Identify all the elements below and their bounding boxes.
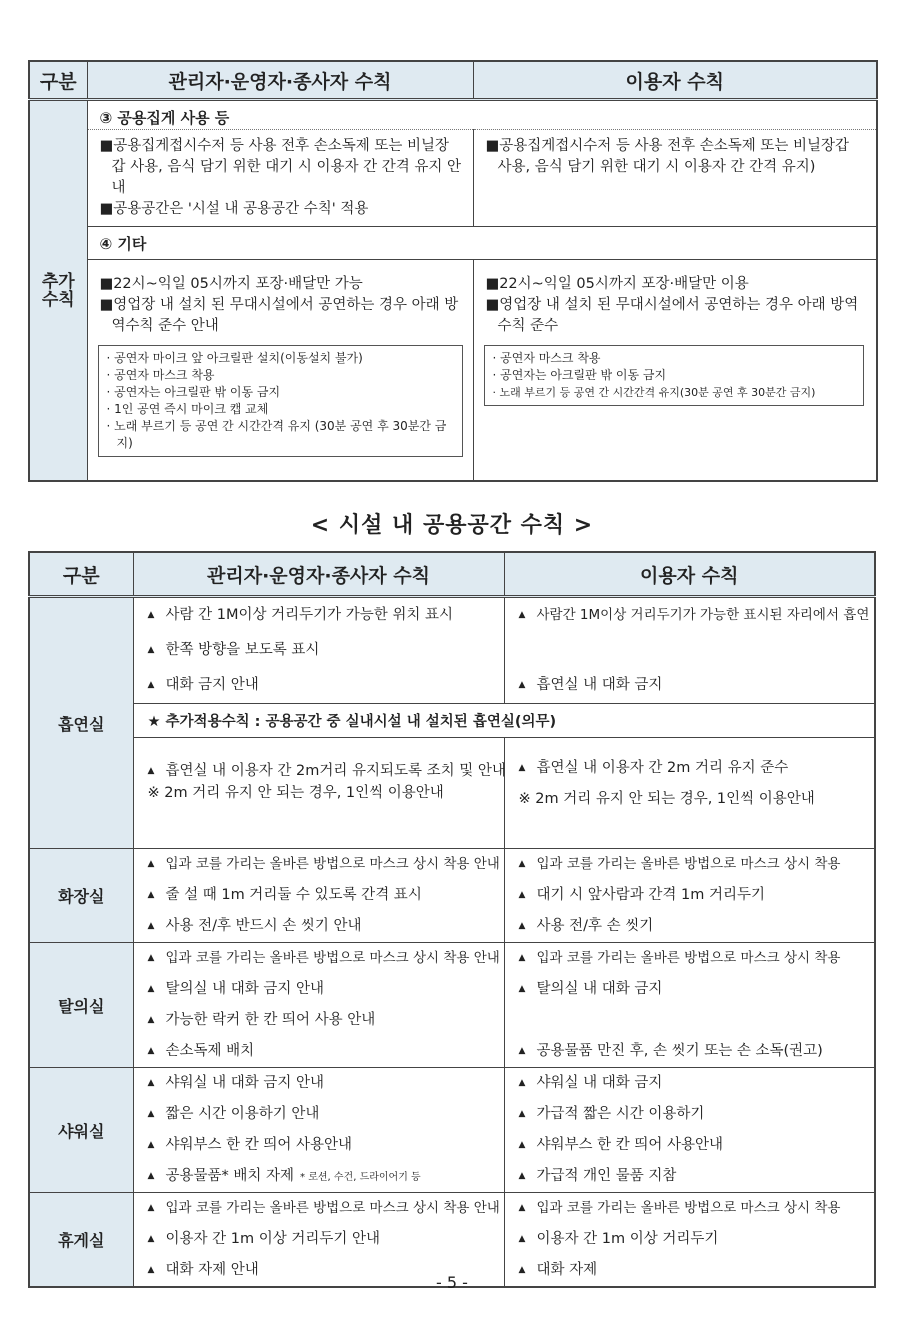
bullet-item — [519, 633, 875, 668]
smoking-extra-user-cell — [504, 738, 875, 849]
section-title: < 시설 내 공용공간 수칙 > — [310, 513, 594, 538]
bullet-item: ▲ 이용자 간 1m 이상 거리두기 — [518, 1231, 719, 1247]
bullet-item: ▲ 손소독제 배치 — [147, 1043, 255, 1059]
box-item: · 공연자 마스크 착용 — [106, 368, 215, 382]
bullet-item: ▲ 입과 코를 가리는 올바른 방법으로 마스크 상시 착용 — [518, 950, 841, 966]
header-category: 구분 — [29, 61, 87, 100]
extra-item: ▲ 흡연실 내 이용자 간 2m 거리 유지 준수 — [518, 760, 789, 776]
section-other-title: ④ 기타 — [87, 227, 877, 260]
smoking-user-cell — [504, 597, 875, 704]
row-label-locker-room: 탈의실 — [29, 943, 133, 1068]
bullet-item: ▲ 가능한 락커 한 칸 띄어 사용 안내 — [147, 1012, 376, 1028]
bullet-item: ■공용집게접시수저 등 사용 전후 손소독제 또는 비닐장갑 사용, 음식 담기 위한 대기 시 이용자 간 간격 유지 안내 — [99, 138, 461, 196]
smoking-extra-rule-title: ★ 추가적용수칙 : 공용공간 중 실내시설 내 설치된 흡연실(의무) — [133, 704, 875, 738]
bullet-item: ▲ 공용물품 만진 후, 손 씻기 또는 손 소독(권고) — [518, 1043, 823, 1059]
shower-manager-cell — [133, 1068, 504, 1193]
section4-manager-cell — [87, 260, 473, 482]
user-performance-rules-box — [484, 345, 865, 406]
bullet-item: ▲ 가급적 개인 물품 지참 — [518, 1168, 677, 1184]
restroom-manager-cell — [133, 849, 504, 943]
bullet-item: ▲ 공용물품* 배치 자제 * 로션, 수건, 드라이어기 등 — [147, 1168, 421, 1184]
box-item: · 공연자는 아크릴판 밖 이동 금지 — [106, 385, 281, 399]
shared-space-rules-table — [28, 551, 876, 1288]
bullet-item: ▲ 사용 전/후 손 씻기 — [518, 918, 654, 934]
bullet-item — [519, 1005, 875, 1036]
section3-user-cell — [473, 130, 877, 227]
bullet-item: ■22시~익일 05시까지 포장·배달만 이용 — [485, 276, 749, 292]
bullet-item: ▲ 사람간 1M이상 거리두기가 가능한 표시된 자리에서 흡연 — [518, 607, 870, 623]
page-number: - 5 - — [436, 1273, 468, 1292]
bullet-item: ■22시~익일 05시까지 포장·배달만 가능 — [99, 276, 363, 292]
bullet-item: ▲ 이용자 간 1m 이상 거리두기 안내 — [147, 1231, 380, 1247]
bullet-item: ▲ 탈의실 내 대화 금지 안내 — [147, 981, 325, 997]
bullet-item: ■공용공간은 '시설 내 공용공간 수칙' 적용 — [99, 201, 369, 217]
locker-manager-cell — [133, 943, 504, 1068]
box-item: · 1인 공연 즉시 마이크 캡 교체 — [106, 402, 269, 416]
bullet-item: ▲ 입과 코를 가리는 올바른 방법으로 마스크 상시 착용 안내 — [147, 950, 500, 966]
header-manager-rules: 관리자·운영자·종사자 수칙 — [133, 552, 504, 597]
bullet-item: ▲ 샤워부스 한 칸 띄어 사용안내 — [147, 1137, 353, 1153]
bullet-item: ▲ 입과 코를 가리는 올바른 방법으로 마스크 상시 착용 — [518, 856, 841, 872]
box-item: · 공연자 마이크 앞 아크릴판 설치(이동설치 불가) — [106, 351, 363, 365]
shared-items-note: * 로션, 수건, 드라이어기 등 — [300, 1172, 421, 1183]
row-label-smoking-room: 흡연실 — [29, 597, 133, 849]
bullet-item: ▲ 샤워실 내 대화 금지 안내 — [147, 1075, 325, 1091]
section4-user-cell — [473, 260, 877, 482]
shower-user-cell — [504, 1068, 875, 1193]
box-item: · 노래 부르기 등 공연 간 시간간격 유지 (30분 공연 후 30분간 금지) — [106, 419, 447, 450]
bullet-item: ▲ 흡연실 내 대화 금지 — [518, 677, 663, 693]
row-label-shower-room: 샤워실 — [29, 1068, 133, 1193]
bullet-item: ▲ 짧은 시간 이용하기 안내 — [147, 1106, 320, 1122]
bullet-item: ▲ 한쪽 방향을 보도록 표시 — [147, 642, 320, 658]
section-shared-utensils-title: ③ 공용집게 사용 등 — [87, 100, 877, 130]
extra-note: ※ 2m 거리 유지 안 되는 경우, 1인씩 이용안내 — [518, 791, 815, 807]
bullet-item: ▲ 사람 간 1M이상 거리두기가 가능한 위치 표시 — [147, 607, 454, 623]
bullet-item: ▲ 입과 코를 가리는 올바른 방법으로 마스크 상시 착용 안내 — [147, 856, 500, 872]
bullet-item: ■영업장 내 설치 된 무대시설에서 공연하는 경우 아래 방역수칙 준수 — [485, 297, 859, 334]
bullet-item: ■공용집게접시수저 등 사용 전후 손소독제 또는 비닐장갑 사용, 음식 담기 위한 대기 시 이용자 간 간격 유지) — [485, 138, 850, 175]
additional-rules-table — [28, 60, 878, 482]
header-user-rules: 이용자 수칙 — [473, 61, 877, 100]
bullet-item: ▲ 입과 코를 가리는 올바른 방법으로 마스크 상시 착용 안내 — [147, 1200, 500, 1216]
box-item: · 공연자는 아크릴판 밖 이동 금지 — [492, 368, 667, 382]
header-manager-rules: 관리자·운영자·종사자 수칙 — [87, 61, 473, 100]
header-user-rules: 이용자 수칙 — [504, 552, 875, 597]
bullet-item: ▲ 입과 코를 가리는 올바른 방법으로 마스크 상시 착용 — [518, 1200, 841, 1216]
bullet-item: ■영업장 내 설치 된 무대시설에서 공연하는 경우 아래 방역수칙 준수 안내 — [99, 297, 459, 334]
section3-manager-cell — [87, 130, 473, 227]
bullet-item: ▲ 가급적 짧은 시간 이용하기 — [518, 1106, 705, 1122]
bullet-item: ▲ 사용 전/후 반드시 손 씻기 안내 — [147, 918, 362, 934]
extra-note: ※ 2m 거리 유지 안 되는 경우, 1인씩 이용안내 — [147, 785, 444, 801]
extra-item: ▲ 흡연실 내 이용자 간 2m거리 유지되도록 조치 및 안내 — [147, 763, 506, 779]
manager-performance-rules-box — [98, 345, 463, 457]
smoking-extra-manager-cell — [133, 738, 504, 849]
header-category: 구분 — [29, 552, 133, 597]
bullet-item: ▲ 샤워부스 한 칸 띄어 사용안내 — [518, 1137, 724, 1153]
bullet-item: ▲ 대화 금지 안내 — [147, 677, 259, 693]
restroom-user-cell — [504, 849, 875, 943]
box-item: · 공연자 마스크 착용 — [492, 351, 601, 365]
bullet-item: ▲ 대기 시 앞사람과 간격 1m 거리두기 — [518, 887, 765, 903]
side-label-additional-rules: 추가수칙 — [29, 100, 87, 482]
row-label-restroom: 화장실 — [29, 849, 133, 943]
bullet-item: ▲ 줄 설 때 1m 거리둘 수 있도록 간격 표시 — [147, 887, 422, 903]
bullet-item: ▲ 대화 자제 안내 — [147, 1262, 259, 1278]
box-item: · 노래 부르기 등 공연 간 시간간격 유지(30분 공연 후 30분간 금지) — [492, 386, 816, 399]
row-label-lounge: 휴게실 — [29, 1193, 133, 1288]
bullet-item: ▲ 샤워실 내 대화 금지 — [518, 1075, 663, 1091]
smoking-manager-cell — [133, 597, 504, 704]
locker-user-cell — [504, 943, 875, 1068]
bullet-item: ▲ 탈의실 내 대화 금지 — [518, 981, 663, 997]
bullet-item: ▲ 대화 자제 — [518, 1262, 598, 1278]
